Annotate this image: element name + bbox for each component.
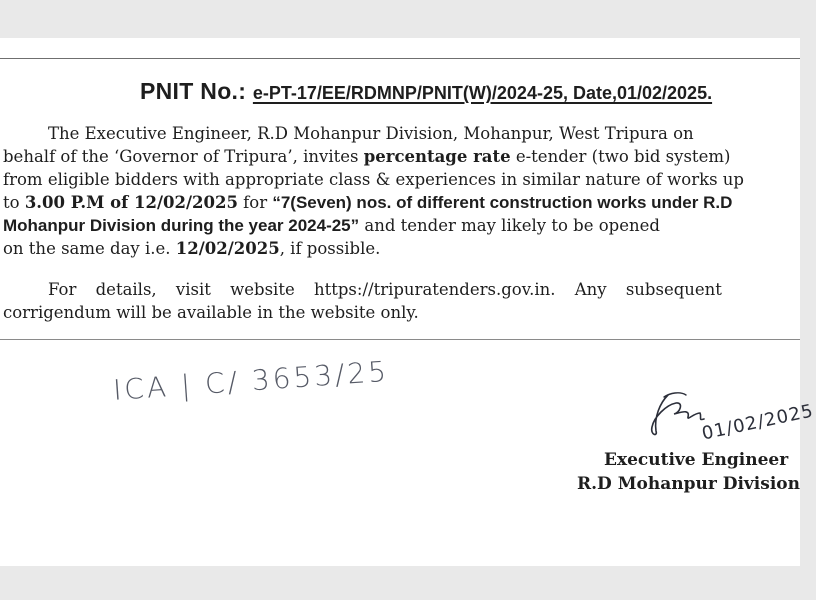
- para1-line-4: [3, 191, 744, 214]
- deadline-text: 3.00 P.M of 12/02/2025: [24, 193, 238, 212]
- para2-line-1: [3, 278, 722, 301]
- work-title-part-1: “7(Seven) nos. of different construction works under R.D: [272, 193, 733, 212]
- opening-date-text: 12/02/2025: [175, 239, 280, 258]
- handwritten-reference: ICA | C/ 3653/25: [112, 354, 391, 407]
- para1-line-2-text-a: behalf of the ‘Governor of Tripura’, invites: [3, 147, 364, 166]
- signature-date: 01/02/2025: [700, 400, 816, 445]
- para1-line-5-text-b: and tender may likely to be opened: [359, 216, 660, 235]
- para1-line-4-text-a: to: [3, 193, 25, 212]
- top-rule: [0, 58, 800, 59]
- bottom-rule: [0, 339, 800, 340]
- para1-line-3-text: from eligible bidders with appropriate class & experiences in similar nature of works up: [3, 170, 744, 189]
- heading-reference: e-PT-17/EE/RDMNP/PNIT(W)/2024-25, Date,01/02/2025.: [252, 83, 713, 103]
- para1-line-1-text: The Executive Engineer, R.D Mohanpur Division, Mohanpur, West Tripura on: [48, 124, 694, 143]
- para1-line-1: [3, 122, 744, 145]
- para2-line-2: [3, 301, 722, 324]
- signatory-office: R.D Mohanpur Division: [577, 474, 800, 494]
- para1-line-5: [3, 214, 744, 237]
- para2-line-1-text: For details, visit website https://tripuratenders.gov.in. Any subsequent: [48, 280, 722, 299]
- para1-line-3: [3, 168, 744, 191]
- para2-line-2-text: corrigendum will be available in the website only.: [3, 303, 419, 322]
- work-title-part-2: Mohanpur Division during the year 2024-25”: [3, 216, 360, 235]
- para1-line-6: [3, 237, 744, 260]
- notice-paragraph-1: [3, 122, 744, 260]
- tender-type-text: percentage rate: [363, 147, 511, 166]
- notice-paragraph-2: [3, 278, 722, 324]
- notice-heading: [140, 78, 712, 106]
- para1-line-6-text-c: , if possible.: [279, 239, 381, 258]
- para1-line-2: [3, 145, 744, 168]
- signatory-title: Executive Engineer: [604, 450, 789, 470]
- notice-page: [0, 38, 816, 566]
- heading-label: PNIT No.:: [140, 78, 247, 104]
- para1-line-2-text-c: e-tender (two bid system): [510, 147, 731, 166]
- para1-line-4-text-c: for: [237, 193, 273, 212]
- para1-line-6-text-a: on the same day i.e.: [3, 239, 176, 258]
